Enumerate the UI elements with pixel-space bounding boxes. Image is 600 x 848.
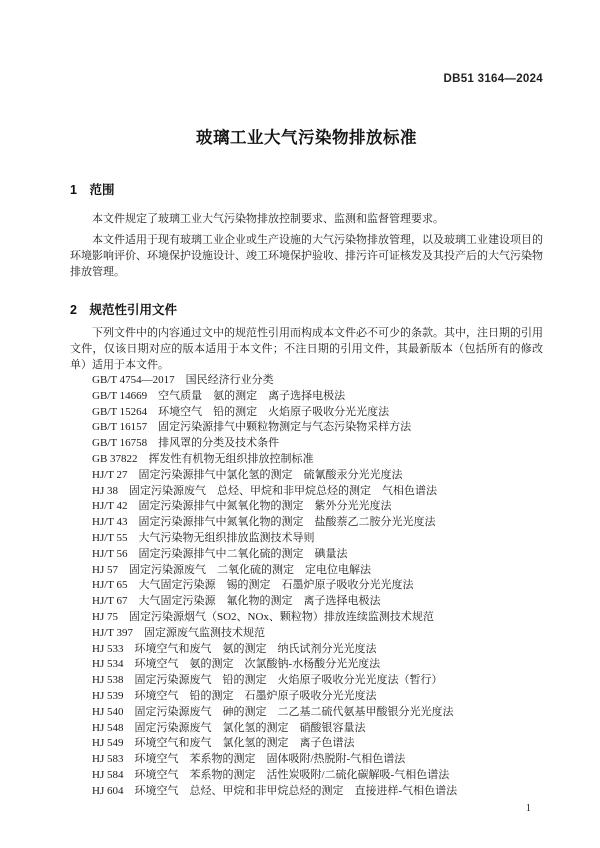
reference-item: HJ 584 环境空气 苯系物的测定 活性炭吸附/二硫化碳解吸-气相色谱法 [92,768,450,781]
reference-item: HJ 57 固定污染源废气 二氧化硫的测定 定电位电解法 [92,563,371,576]
reference-item: GB/T 16758 排风罩的分类及技术条件 [92,437,280,450]
reference-item: HJ 533 环境空气和废气 氨的测定 纳氏试剂分光光度法 [92,642,377,655]
reference-item: HJ 583 环境空气 苯系物的测定 固体吸附/热脱附-气相色谱法 [92,753,406,766]
reference-item: GB/T 16157 固定污染源排气中颗粒物测定与气态污染物采样方法 [92,421,412,434]
reference-item: HJ 38 固定污染源废气 总烃、甲烷和非甲烷总烃的测定 气相色谱法 [92,484,437,497]
section-2-heading: 2 规范性引用文件 [70,303,177,317]
reference-item: HJ 604 环境空气 总烃、甲烷和非甲烷总烃的测定 直接进样-气相色谱法 [92,784,458,797]
reference-item: HJ/T 27 固定污染源排气中氯化氢的测定 硫氰酸汞分光光度法 [92,468,403,481]
reference-item: HJ 75 固定污染源烟气（SO2、NOx、颗粒物）排放连续监测技术规范 [92,610,434,623]
page-footer [70,802,543,816]
reference-item: HJ/T 67 大气固定污染源 氟化物的测定 离子选择电极法 [92,595,381,608]
reference-list [70,373,543,800]
reference-item: HJ 538 固定污染源废气 铅的测定 火焰原子吸收分光光度法（暂行） [92,674,443,687]
reference-item: HJ 549 环境空气和废气 氯化氢的测定 离子色谱法 [92,737,355,750]
reference-item: GB/T 4754—2017 国民经济行业分类 [92,374,274,386]
reference-item: HJ/T 56 固定污染源排气中二氧化硫的测定 碘量法 [92,547,348,560]
reference-item: HJ/T 397 固定源废气监测技术规范 [92,626,266,639]
reference-item: HJ 548 固定污染源废气 氯化氢的测定 硝酸银容量法 [92,721,366,734]
reference-item: HJ/T 42 固定污染源排气中氮氧化物的测定 紫外分光光度法 [92,500,392,513]
reference-item: HJ/T 55 大气污染物无组织排放监测技术导则 [92,531,315,544]
scope-paragraph-2: 本文件适用于现有玻璃工业企业或生产设施的大气污染物排放管理，以及玻璃工业建设项目的环境影响评价、环境保护设施设计、竣工环境保护验收、排污许可证核发及其投产后的大气污染物排放管理。 [70,234,543,278]
document-title: 玻璃工业大气污染物排放标准 [196,129,417,147]
reference-item: HJ/T 65 大气固定污染源 锡的测定 石墨炉原子吸收分光光度法 [92,579,414,592]
reference-item: HJ/T 43 固定污染源排气中氮氧化物的测定 盐酸萘乙二胺分光光度法 [92,516,436,529]
standard-number: DB51 3164—2024 [443,73,543,85]
section-1-heading: 1 范围 [70,183,115,197]
scope-paragraph-1: 本文件规定了玻璃工业大气污染物排放控制要求、监测和监督管理要求。 [92,213,444,225]
reference-item: GB/T 14669 空气质量 氨的测定 离子选择电极法 [92,389,346,402]
reference-item: HJ 534 环境空气 氨的测定 次氯酸钠-水杨酸分光光度法 [92,658,381,671]
reference-item: GB 37822 挥发性有机物无组织排放控制标准 [92,452,314,465]
page-number: 1 [525,802,531,814]
references-intro: 下列文件中的内容通过文中的规范性引用而构成本文件必不可少的条款。其中，注日期的引用文件，仅该日期对应的版本适用于本文件；不注日期的引用文件，其最新版本（包括所有的修改单）适用于本文件。 [70,327,543,371]
reference-item: GB/T 15264 环境空气 铅的测定 火焰原子吸收分光光度法 [92,405,390,418]
reference-item: HJ 540 固定污染源废气 砷的测定 二乙基二硫代氨基甲酸银分光光度法 [92,705,454,718]
page-header [70,73,543,86]
reference-item: HJ 539 环境空气 铅的测定 石墨炉原子吸收分光光度法 [92,689,377,702]
